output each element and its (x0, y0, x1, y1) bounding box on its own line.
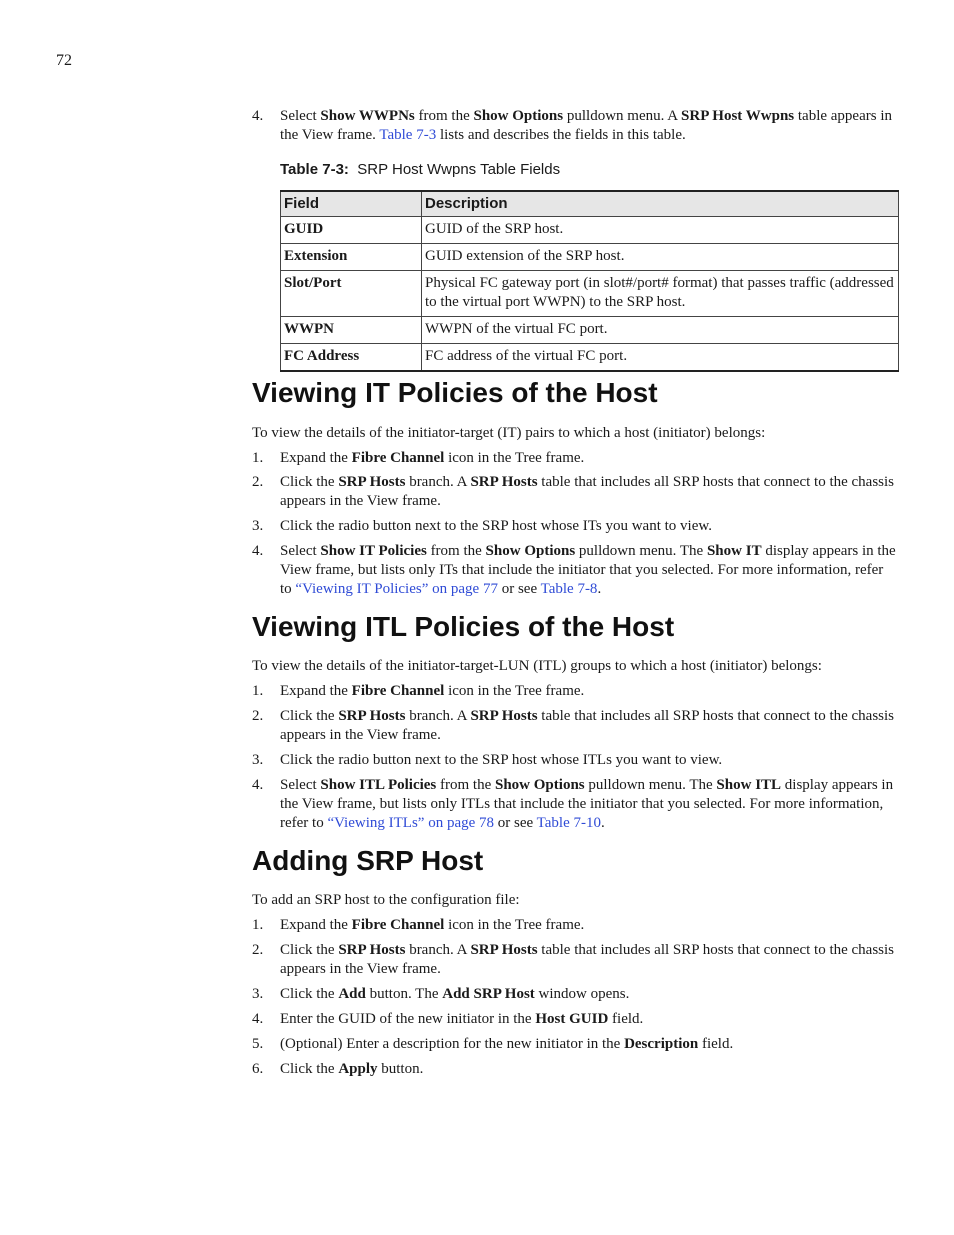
intro-paragraph: To add an SRP host to the configuration file: (252, 892, 520, 908)
heading-viewing-itl-policies: Viewing ITL Policies of the Host (252, 611, 675, 642)
field-cell: FC Address (281, 344, 422, 372)
text: Click the (280, 942, 339, 958)
heading-adding-srp-host: Adding SRP Host (252, 845, 484, 876)
step-number: 3. (252, 752, 264, 768)
step-text (280, 1010, 898, 1029)
step-number: 4. (252, 543, 264, 559)
step-item (252, 449, 898, 468)
ui-term: Description (624, 1036, 699, 1052)
text: Click the (280, 1061, 339, 1077)
step-item (252, 1035, 898, 1054)
text: Click the (280, 986, 339, 1002)
text: pulldown menu. The (575, 543, 707, 559)
text: table appears in the View frame. (280, 108, 892, 143)
text: window opens. (534, 986, 630, 1002)
field-cell: GUID (281, 217, 422, 244)
field-cell: Slot/Port (281, 271, 422, 317)
description-cell: FC address of the virtual FC port. (422, 344, 899, 372)
step-text: Click the radio button next to the SRP host whose ITLs you want to view. (280, 752, 723, 768)
step-item (252, 542, 898, 599)
step-number: 1. (252, 450, 264, 466)
ui-term: Show ITL (716, 777, 782, 793)
ui-term: Show Options (473, 108, 564, 124)
step-item (252, 916, 898, 935)
step-text (280, 776, 898, 833)
ui-term: SRP Hosts (338, 474, 406, 490)
ui-term: Add SRP Host (442, 986, 535, 1002)
text: Select (280, 108, 321, 124)
text: Select (280, 543, 321, 559)
text: pulldown menu. A (563, 108, 682, 124)
field-cell: Extension (281, 244, 422, 271)
step-number: 4. (252, 1011, 264, 1027)
ui-term: Show Options (485, 543, 576, 559)
step-item (252, 682, 898, 701)
caption-text: SRP Host Wwpns Table Fields (357, 161, 561, 178)
step-item (252, 985, 898, 1004)
viewing-it-policies-link[interactable]: “Viewing IT Policies” on page 77 (295, 581, 498, 597)
step-number: 4. (252, 108, 264, 124)
ui-term: Show Options (495, 777, 585, 793)
ui-term: Fibre Channel (351, 917, 445, 933)
field-cell: WWPN (281, 317, 422, 344)
step-text (280, 682, 898, 701)
step-number: 2. (252, 474, 264, 490)
step-item (252, 751, 898, 770)
step-number: 2. (252, 942, 264, 958)
ui-term: Fibre Channel (351, 450, 445, 466)
text: table that includes all SRP hosts that connect to the chassis appears in the View frame. (280, 708, 895, 743)
header-description: Description (422, 191, 899, 217)
step-text (280, 985, 898, 1004)
step-text (280, 542, 898, 599)
text: pulldown menu. The (584, 777, 717, 793)
text: icon in the Tree frame. (444, 683, 585, 699)
step-text (280, 1035, 898, 1054)
step-show-wwpns (252, 107, 898, 145)
ui-term: Fibre Channel (351, 683, 445, 699)
table-caption (280, 160, 560, 179)
text: display appears in the View frame, but lists only ITs that include the initiator that you selected. For more information, refer to (280, 543, 896, 597)
caption-label: Table 7-3: (280, 161, 349, 178)
text: lists and describes the fields in this table. (436, 127, 686, 143)
step-item (252, 707, 898, 745)
description-cell: GUID of the SRP host. (422, 217, 899, 244)
step-item (252, 473, 898, 511)
step-item (252, 941, 898, 979)
ui-term: Apply (338, 1061, 378, 1077)
table-row (281, 271, 899, 317)
table-header-row (281, 191, 899, 217)
step-text: Click the radio button next to the SRP host whose ITs you want to view. (280, 518, 712, 534)
text: icon in the Tree frame. (444, 917, 585, 933)
table-row (281, 244, 899, 271)
step-number: 1. (252, 917, 264, 933)
table-7-10-link[interactable]: Table 7-10 (536, 815, 601, 831)
viewing-itls-link[interactable]: “Viewing ITLs” on page 78 (327, 815, 495, 831)
step-number: 4. (252, 777, 264, 793)
step-text (280, 473, 898, 511)
ui-term: SRP Hosts (470, 942, 538, 958)
table-row (281, 317, 899, 344)
ui-term: Add (338, 986, 366, 1002)
text: branch. A (405, 708, 471, 724)
text: table that includes all SRP hosts that connect to the chassis appears in the View frame. (280, 942, 895, 977)
step-text (280, 916, 898, 935)
step-number: 3. (252, 986, 264, 1002)
text: . (601, 815, 605, 831)
text: . (597, 581, 602, 597)
step-item (252, 517, 898, 536)
step-number: 6. (252, 1061, 264, 1077)
step-item (252, 776, 898, 833)
ui-term: SRP Hosts (470, 708, 538, 724)
text: table that includes all SRP hosts that connect to the chassis appears in the View frame. (280, 474, 895, 509)
step-text (280, 941, 898, 979)
header-field: Field (281, 191, 422, 217)
text: branch. A (405, 474, 471, 490)
text: from the (426, 543, 486, 559)
ui-term: Host GUID (535, 1011, 609, 1027)
description-cell: GUID extension of the SRP host. (422, 244, 899, 271)
text: Expand the (280, 450, 352, 466)
table-row (281, 344, 899, 372)
step-number: 5. (252, 1036, 264, 1052)
text: from the (436, 777, 495, 793)
ui-term: Show ITL Policies (320, 777, 437, 793)
text: branch. A (405, 942, 471, 958)
step-text (280, 107, 898, 145)
text: Expand the (280, 683, 352, 699)
text: or see (494, 815, 537, 831)
table-7-3-link[interactable]: Table 7-3 (379, 127, 437, 143)
step-item (252, 1060, 898, 1079)
text: display appears in the View frame, but lists only ITLs that include the initiator that you selected. For more information, refer to (280, 777, 894, 831)
srp-host-wwpns-table (280, 190, 899, 372)
step-text (280, 449, 898, 468)
ui-term: Show IT (706, 543, 762, 559)
step-number: 1. (252, 683, 264, 699)
text: (Optional) Enter a description for the new initiator in the (280, 1036, 625, 1052)
text: field. (608, 1011, 644, 1027)
intro-paragraph: To view the details of the initiator-target-LUN (ITL) groups to which a host (initiator) belongs: (252, 658, 822, 674)
ui-term: Show IT Policies (320, 543, 427, 559)
step-text (280, 707, 898, 745)
text: or see (497, 581, 541, 597)
ui-term: SRP Host Wwpns (681, 108, 795, 124)
text: field. (698, 1036, 734, 1052)
text: Expand the (280, 917, 352, 933)
text: button. The (365, 986, 443, 1002)
text: icon in the Tree frame. (444, 450, 585, 466)
ui-term: SRP Hosts (338, 708, 406, 724)
text: Select (280, 777, 321, 793)
step-item (252, 1010, 898, 1029)
page-number: 72 (56, 52, 72, 69)
text: Enter the GUID of the new initiator in the (280, 1011, 536, 1027)
table-row (281, 217, 899, 244)
description-cell: Physical FC gateway port (in slot#/port# format) that passes traffic (addressed to the virtual port WWPN) to the SRP host. (422, 271, 899, 317)
intro-paragraph: To view the details of the initiator-target (IT) pairs to which a host (initiator) belongs: (252, 425, 766, 441)
ui-term: SRP Hosts (470, 474, 538, 490)
heading-viewing-it-policies: Viewing IT Policies of the Host (252, 377, 658, 408)
step-number: 3. (252, 518, 264, 534)
table-7-8-link[interactable]: Table 7-8 (540, 581, 598, 597)
ui-term: SRP Hosts (338, 942, 406, 958)
text: Click the (280, 708, 339, 724)
ui-term: Show WWPNs (320, 108, 415, 124)
step-text (280, 1060, 898, 1079)
text: Click the (280, 474, 339, 490)
description-cell: WWPN of the virtual FC port. (422, 317, 899, 344)
text: button. (377, 1061, 424, 1077)
text: from the (414, 108, 474, 124)
step-number: 2. (252, 708, 264, 724)
